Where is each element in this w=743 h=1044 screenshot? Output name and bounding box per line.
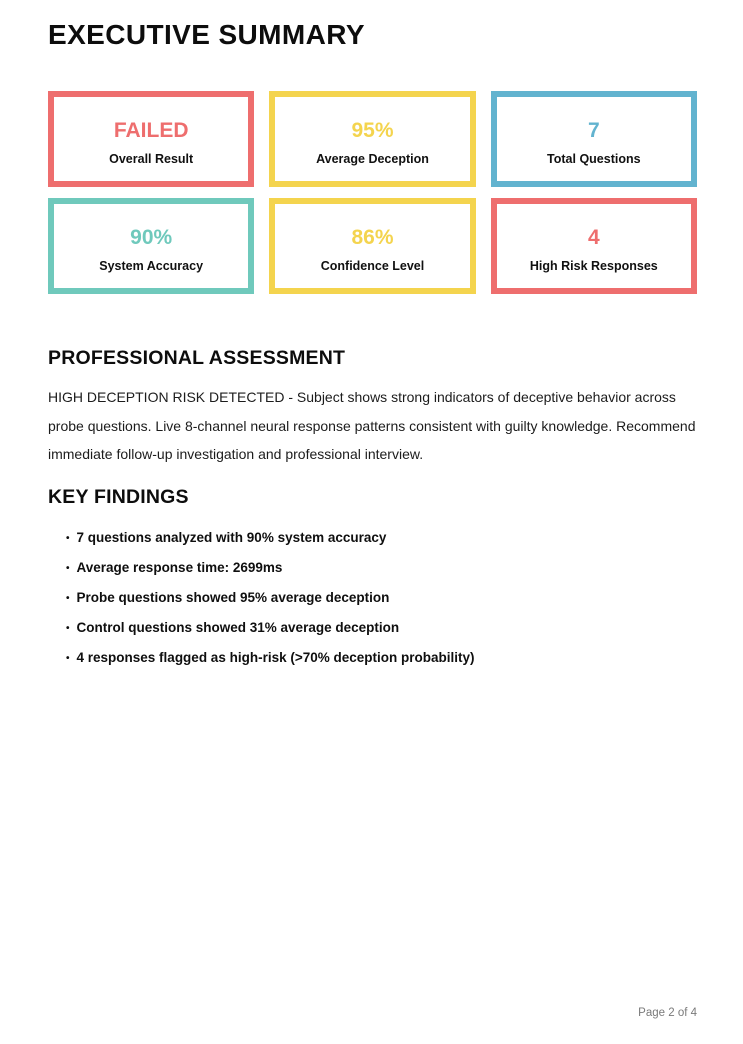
bullet-icon: •: [66, 562, 70, 574]
stat-value: 90%: [130, 225, 173, 249]
findings-list: [48, 523, 697, 673]
list-item: [66, 583, 697, 613]
finding-text: Control questions showed 31% average deception: [76, 619, 400, 635]
list-item: [66, 613, 697, 643]
finding-text: Probe questions showed 95% average deception: [76, 589, 390, 605]
stat-label: Overall Result: [109, 151, 194, 166]
stat-value: 95%: [351, 118, 394, 142]
list-item: [66, 553, 697, 583]
stat-label: High Risk Responses: [529, 258, 658, 273]
list-item: [66, 643, 697, 673]
findings-heading: KEY FINDINGS: [48, 485, 189, 508]
stat-label: Confidence Level: [320, 258, 425, 273]
stat-card: [269, 91, 475, 187]
bullet-icon: •: [66, 592, 70, 604]
stat-label: Total Questions: [547, 151, 641, 166]
bullet-icon: •: [66, 532, 70, 544]
assessment-paragraph: HIGH DECEPTION RISK DETECTED - Subject shows strong indicators of deceptive behavior across probe questions. Live 8-channel neural response patterns consistent with guilty knowledge. Recommend immediate follow-up investigation and professional interview.: [48, 389, 696, 462]
finding-text: 7 questions analyzed with 90% system accuracy: [76, 529, 387, 545]
stat-card: [48, 198, 254, 294]
stat-value: 4: [587, 225, 600, 249]
bullet-icon: •: [66, 652, 70, 664]
finding-text: Average response time: 2699ms: [76, 559, 283, 575]
list-item: [66, 523, 697, 553]
stat-label: Average Deception: [316, 151, 429, 166]
page-number: Page 2 of 4: [638, 1007, 697, 1019]
stat-card: [269, 198, 475, 294]
assessment-heading: PROFESSIONAL ASSESSMENT: [48, 347, 346, 369]
stat-value: 7: [587, 118, 600, 142]
stat-value: 86%: [351, 225, 394, 249]
stat-label: System Accuracy: [99, 258, 204, 273]
stat-card: [491, 91, 697, 187]
page-title: EXECUTIVE SUMMARY: [48, 19, 365, 50]
stat-value: FAILED: [113, 118, 189, 142]
stats-grid: [48, 91, 697, 294]
stat-card: [491, 198, 697, 294]
stat-card: [48, 91, 254, 187]
bullet-icon: •: [66, 622, 70, 634]
finding-text: 4 responses flagged as high-risk (>70% deception probability): [76, 649, 475, 665]
